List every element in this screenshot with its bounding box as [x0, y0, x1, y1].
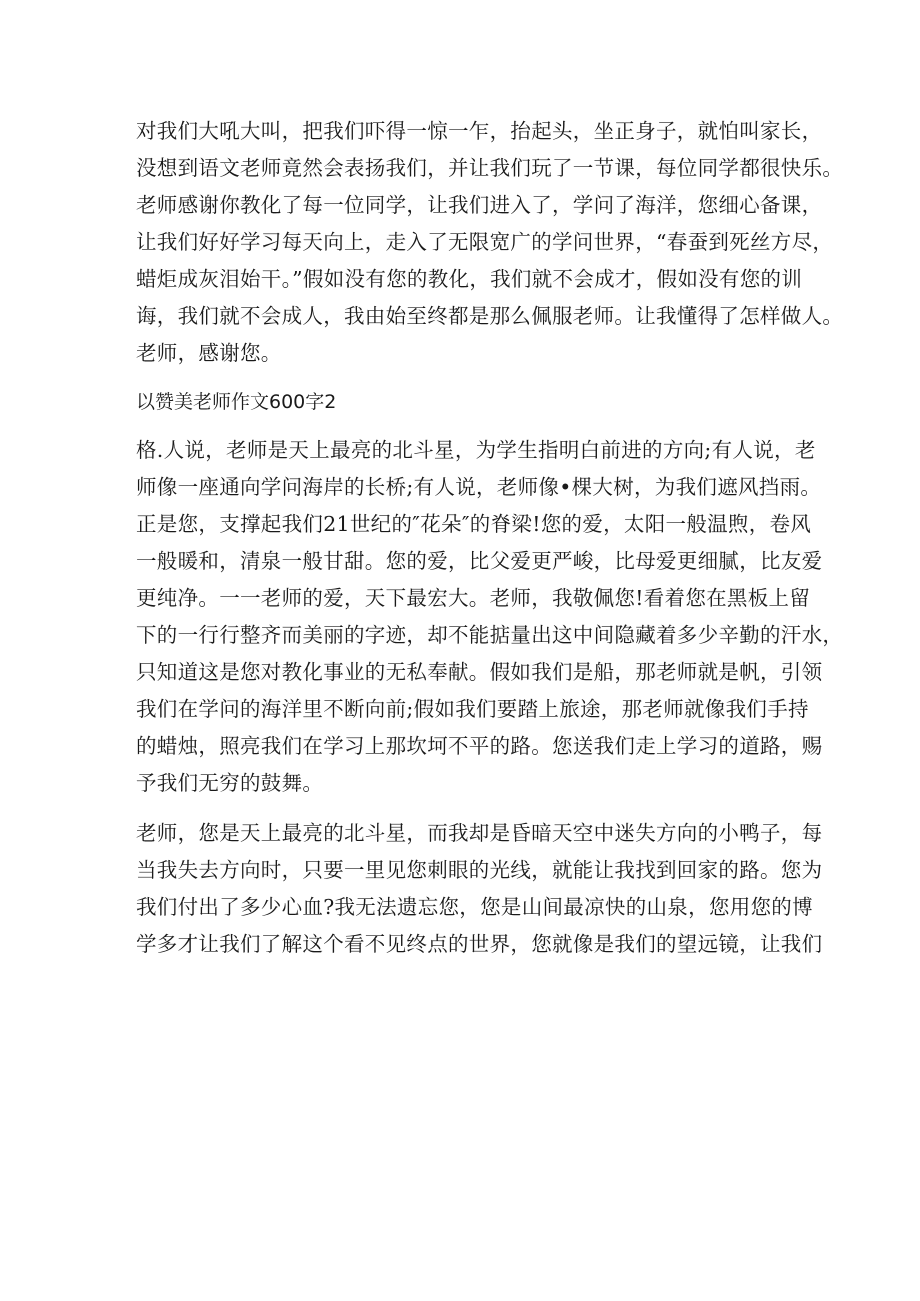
paragraph-2 — [136, 432, 844, 802]
paragraph-line: 当我失去方向时，只要一里见您刺眼的光线，就能让我找到回家的路。您为 — [136, 858, 823, 882]
paragraph-line: 老师感谢你教化了每一位同学，让我们进入了，学问了海洋，您细心备课， — [136, 193, 823, 217]
paragraph-line: 格.人说，老师是天上最亮的北斗星，为学生指明白前进的方向;有人说，老 — [136, 438, 816, 462]
paragraph-line: 下的一行行整齐而美丽的字迹，却不能掂量出这中间隐藏着多少辛勤的汗水， — [136, 623, 844, 647]
paragraph-line: 老师，您是天上最亮的北斗星，而我却是昏暗天空中迷失方向的小鸭子，每 — [136, 821, 823, 845]
paragraph-line: 诲，我们就不会成人，我由始至终都是那么佩服老师。让我懂得了怎样做人。 — [136, 304, 844, 328]
section-heading: 以赞美老师作文600字2 — [136, 391, 337, 413]
paragraph-line: 学多才让我们了解这个看不见终点的世界，您就像是我们的望远镜，让我们 — [136, 932, 823, 956]
paragraph-line: 对我们大吼大叫，把我们吓得一惊一乍，抬起头，坐正身子，就怕叫家长， — [136, 119, 823, 143]
paragraph-line: 一般暖和，清泉一般甘甜。您的爱，比父爱更严峻，比母爱更细腻，比友爱 — [136, 549, 823, 573]
paragraph-3 — [136, 815, 823, 963]
paragraph-line: 蜡炬成灰泪始干。”假如没有您的教化，我们就不会成才，假如没有您的训 — [136, 267, 803, 291]
paragraph-line: 正是您，支撑起我们21世纪的″花朵″的脊梁!您的爱，太阳一般温煦，卷风 — [136, 512, 812, 536]
paragraph-line: 没想到语文老师竟然会表扬我们，并让我们玩了一节课，每位同学都很快乐。 — [136, 156, 844, 180]
paragraph-line: 师像一座通向学问海岸的长桥;有人说，老师像•棵大树，为我们遮风挡雨。 — [136, 475, 822, 499]
paragraph-line: 老师，感谢您。 — [136, 341, 282, 365]
paragraph-line: 我们在学问的海洋里不断向前;假如我们要踏上旅途，那老师就像我们手持 — [136, 697, 809, 721]
paragraph-line: 让我们好好学习每天向上，走入了无限宽广的学问世界，“春蚕到死丝方尽， — [136, 230, 834, 254]
paragraph-line: 只知道这是您对教化事业的无私奉献。假如我们是船，那老师就是帆，引领 — [136, 660, 823, 684]
paragraph-line: 我们付出了多少心血?我无法遗忘您，您是山间最凉快的山泉，您用您的博 — [136, 895, 813, 919]
document-page — [136, 113, 844, 963]
paragraph-line: 更纯净。一一老师的爱，天下最宏大。老师，我敬佩您!看着您在黑板上留 — [136, 586, 811, 610]
paragraph-line: 的蜡烛，照亮我们在学习上那坎坷不平的路。您送我们走上学习的道路，赐 — [136, 734, 823, 758]
paragraph-line: 予我们无穷的鼓舞。 — [136, 771, 324, 795]
paragraph-1 — [136, 113, 844, 372]
